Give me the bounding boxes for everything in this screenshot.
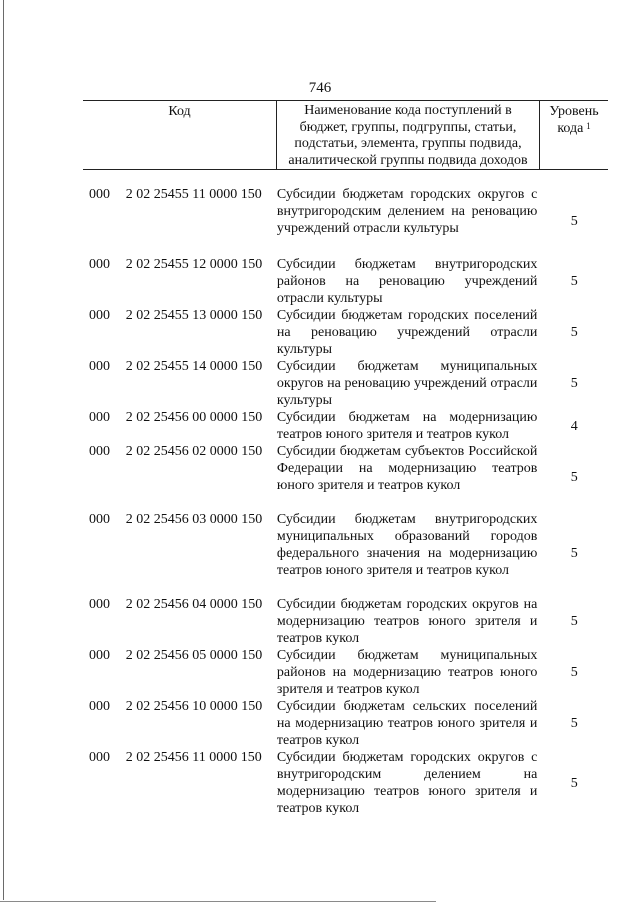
row-name: Субсидии бюджетам муниципальных округов на реновацию учреждений отрасли культуры (276, 359, 538, 408)
row-name: Субсидии бюджетам муниципальных районов на модернизацию театров юного зрителя и театров кукол (276, 648, 538, 697)
row-level: 5 (570, 546, 578, 561)
table-row (83, 409, 608, 443)
row-code: 2 02 25456 03 0000 150 (125, 512, 263, 527)
row-code: 2 02 25456 11 0000 150 (125, 750, 262, 765)
row-prefix: 000 (89, 750, 110, 765)
row-name: Субсидии бюджетам городских округов на модернизацию театров юного зрителя и театров кукол (276, 597, 538, 646)
row-name: Субсидии бюджетам городских округов с внутригородским делением на реновацию учреждений отрасли культуры (276, 187, 538, 236)
table-row (83, 749, 608, 817)
footnote-marker: 1 (586, 121, 591, 131)
row-code: 2 02 25455 13 0000 150 (125, 308, 263, 323)
scan-left-edge (3, 0, 4, 900)
row-name: Субсидии бюджетам внутригородских муниципальных образований городов федерального значения на модернизацию театров юного зрителя и театров кукол (276, 512, 538, 578)
row-level: 5 (570, 213, 578, 229)
row-prefix: 000 (89, 187, 110, 202)
row-name: Субсидии бюджетам внутригородских районов на реновацию учреждений отрасли культуры (276, 257, 538, 306)
row-level: 5 (570, 469, 578, 485)
row-name: Субсидии бюджетам субъектов Российской Федерации на модернизацию театров юного зрителя и театров кукол (276, 444, 538, 493)
row-name: Субсидии бюджетам на модернизацию театров юного зрителя и театров кукол (276, 410, 538, 442)
row-prefix: 000 (89, 257, 110, 272)
row-code: 2 02 25455 14 0000 150 (125, 359, 263, 374)
row-code: 2 02 25456 10 0000 150 (125, 699, 263, 714)
table-row (83, 698, 608, 749)
row-level: 5 (570, 274, 578, 289)
row-level: 5 (570, 665, 578, 680)
row-level: 5 (570, 614, 578, 629)
header-level-line: Уровень (549, 104, 599, 119)
table-row (83, 358, 608, 409)
row-level: 5 (570, 716, 578, 731)
header-level-line (540, 120, 608, 137)
table-row (83, 256, 608, 307)
table-row (83, 647, 608, 698)
header-code: Код (168, 104, 191, 119)
row-prefix: 000 (89, 308, 110, 323)
table-body (83, 186, 608, 817)
page-number: 746 (308, 80, 332, 96)
row-prefix: 000 (89, 410, 110, 425)
table-row (83, 186, 608, 256)
row-level: 5 (570, 775, 578, 791)
row-prefix: 000 (89, 648, 110, 663)
row-code: 2 02 25455 11 0000 150 (125, 187, 262, 202)
row-prefix: 000 (89, 597, 110, 612)
table-row (83, 443, 608, 511)
header-name-line: аналитической группы подвида доходов (288, 152, 528, 168)
row-name: Субсидии бюджетам городских поселений на реновацию учреждений отрасли культуры (276, 308, 538, 357)
header-level-word: кода (557, 121, 584, 136)
table-row (83, 307, 608, 358)
row-prefix: 000 (89, 699, 110, 714)
row-level: 4 (570, 418, 578, 434)
header-name (277, 103, 539, 169)
table-row (83, 511, 608, 596)
table-header (83, 100, 608, 170)
header-name-line: бюджет, группы, подгруппы, статьи, (299, 119, 517, 135)
row-code: 2 02 25456 00 0000 150 (125, 410, 263, 425)
row-prefix: 000 (89, 444, 110, 459)
header-level (540, 103, 608, 137)
table-row (83, 596, 608, 647)
row-prefix: 000 (89, 512, 110, 527)
header-name-line: подстатьи, элемента, группы подвида, (294, 136, 522, 151)
row-level: 5 (570, 376, 578, 391)
scan-bottom-edge (0, 901, 436, 902)
row-level: 5 (570, 325, 578, 340)
row-code: 2 02 25455 12 0000 150 (125, 257, 263, 272)
row-code: 2 02 25456 05 0000 150 (125, 648, 263, 663)
row-code: 2 02 25456 04 0000 150 (125, 597, 263, 612)
row-name: Субсидии бюджетам сельских поселений на модернизацию театров юного зрителя и театров кукол (276, 699, 538, 748)
row-name: Субсидии бюджетам городских округов с внутригородским делением на модернизацию театров юного зрителя и театров кукол (276, 750, 538, 816)
header-name-line: Наименование кода поступлений в (304, 103, 512, 118)
row-code: 2 02 25456 02 0000 150 (125, 444, 263, 459)
row-prefix: 000 (89, 359, 110, 374)
